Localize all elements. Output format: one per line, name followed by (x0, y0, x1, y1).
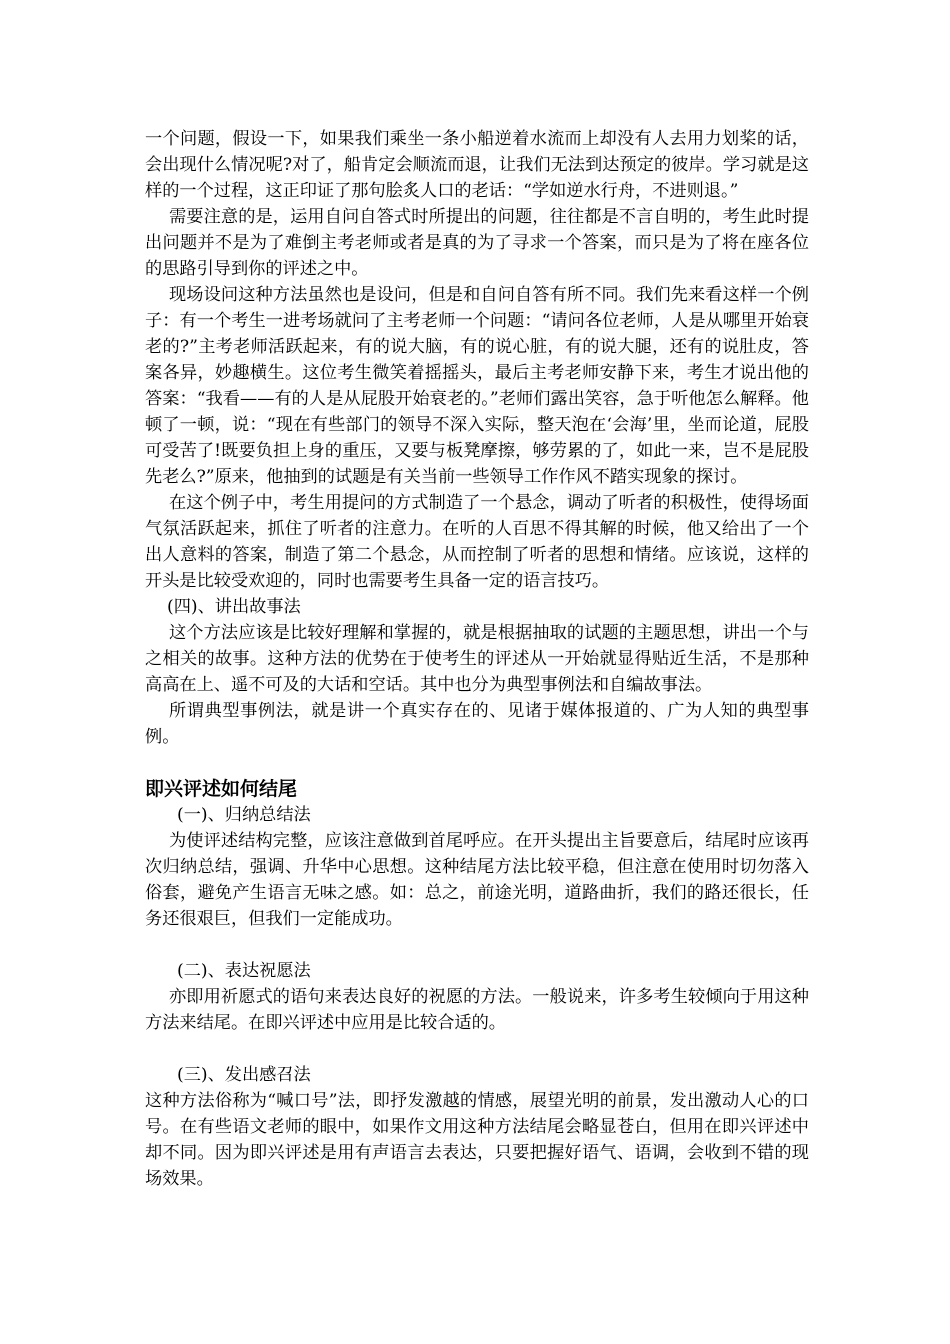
story-paragraph: 这个方法应该是比较好理解和掌握的，就是根据抽取的试题的主题思想，讲出一个与之相关的故事。这种方法的优势在于使考生的评述从一开始就显得贴近生活，不是那种高高在上、遥不可及的大话和空话。其中也分为典型事例法和自编故事法。 (145, 623, 809, 695)
story-paragraph: 所谓典型事例法，就是讲一个真实存在的、见诸于媒体报道的、广为人知的典型事例。 (145, 701, 809, 747)
ending-method-text: 亦即用祈愿式的语句来表达良好的祝愿的方法。一般说来，许多考生较倾向于用这种方法来结尾。在即兴评述中应用是比较合适的。 (145, 987, 809, 1033)
document-page (145, 126, 809, 1192)
intro-paragraph: 需要注意的是，运用自问自答式时所提出的问题，往往都是不言自明的，考生此时提出问题并不是为了难倒主考老师或者是真的为了寻求一个答案，而只是为了将在座各位的思路引导到你的评述之中。 (145, 207, 809, 279)
intro-paragraph: 在这个例子中，考生用提问的方式制造了一个悬念，调动了听者的积极性，使得场面气氛活跃起来，抓住了听者的注意力。在听的人百思不得其解的时候，他又给出了一个出人意料的答案，制造了第二个悬念，从而控制了听者的思想和情绪。应该说，这样的开头是比较受欢迎的，同时也需要考生具备一定的语言技巧。 (145, 493, 809, 591)
ending-method-text: 这种方法俗称为“喊口号”法，即抒发激越的情感，展望光明的前景，发出激动人心的口号。在有些语文老师的眼中，如果作文用这种方法结尾会略显苍白，但用在即兴评述中却不同。因为即兴评述是用有声语言去表达，只要把握好语气、语调，会收到不错的现场效果。 (145, 1091, 809, 1189)
intro-paragraph: 一个问题，假设一下，如果我们乘坐一条小船逆着水流而上却没有人去用力划桨的话，会出现什么情况呢?对了，船肯定会顺流而退，让我们无法到达预定的彼岸。学习就是这样的一个过程，这正印证了那句脍炙人口的老话：“学如逆水行舟，不进则退。” (145, 129, 809, 201)
ending-method-heading: (三)、发出感召法 (177, 1065, 311, 1085)
ending-method-heading: (一)、归纳总结法 (177, 805, 311, 825)
section-title: 即兴评述如何结尾 (145, 778, 298, 800)
intro-paragraph: 现场设问这种方法虽然也是设问，但是和自问自答有所不同。我们先来看这样一个例子：有一个考生一进考场就问了主考老师一个问题：“请问各位老师，人是从哪里开始衰老的?”主考老师活跃起来，有的说大脑，有的说心脏，有的说大腿，还有的说肚皮，答案各异，妙趣横生。这位考生微笑着摇摇头，最后主考老师安静下来，考生才说出他的答案：“我看——有的人是从屁股开始衰老的。”老师们露出笑容，急于听他怎么解释。他顿了一顿，说：“现在有些部门的领导不深入实际，整天泡在‘会海’里，坐而论道，屁股可受苦了!既要负担上身的重压，又要与板凳摩擦，够劳累的了，如此一来，岂不是屁股先老么?”原来，他抽到的试题是有关当前一些领导工作作风不踏实现象的探讨。 (145, 285, 809, 487)
ending-method-heading: (二)、表达祝愿法 (177, 961, 311, 981)
story-method-heading: (四)、讲出故事法 (167, 597, 301, 617)
ending-method-text: 为使评述结构完整，应该注意做到首尾呼应。在开头提出主旨要意后，结尾时应该再次归纳总结，强调、升华中心思想。这种结尾方法比较平稳，但注意在使用时切勿落入俗套，避免产生语言无味之感。如：总之，前途光明，道路曲折，我们的路还很长，任务还很艰巨，但我们一定能成功。 (145, 831, 809, 929)
